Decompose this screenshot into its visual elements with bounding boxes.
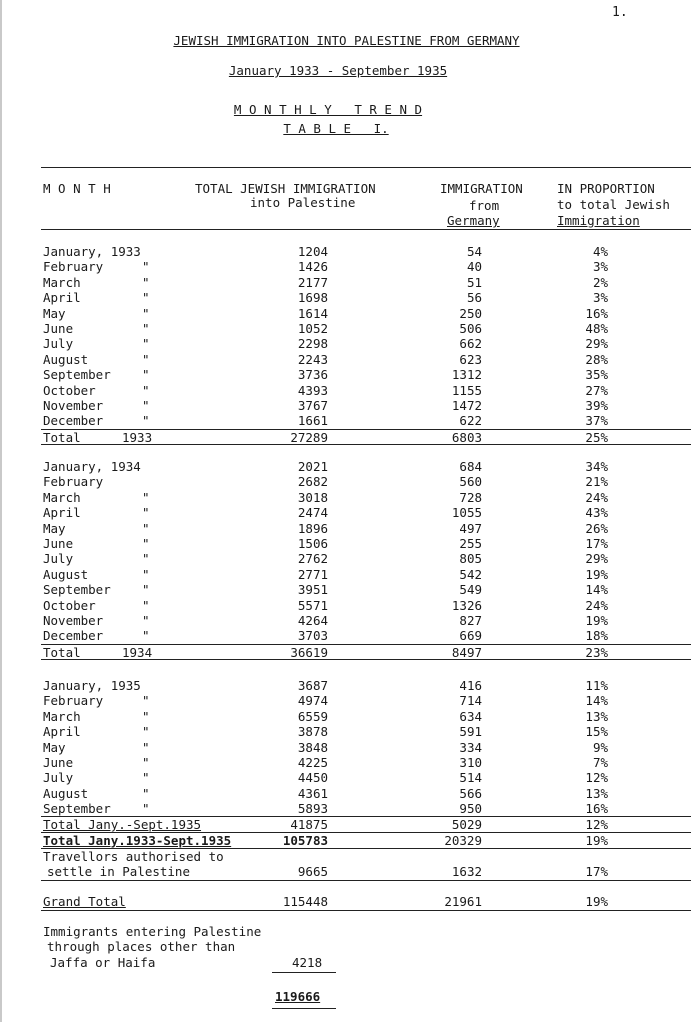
table-row: February " 4974 714 14%	[43, 693, 608, 709]
table-row: January, 1933 1204 54 4%	[43, 244, 608, 259]
travellers-rule	[41, 880, 691, 881]
table-row: June " 1506 255 17%	[43, 536, 608, 551]
table-row: March " 6559 634 13%	[43, 708, 608, 724]
column-header-germany-line1: IMMIGRATION	[440, 181, 523, 196]
footnote-rule	[272, 972, 336, 973]
heading-monthly-trend: M O N T H L Y T R E N D	[233, 102, 423, 117]
column-header-total-line2: into Palestine	[250, 195, 356, 210]
table-row: October " 4393 1155 27%	[43, 382, 608, 398]
section-end-rule	[41, 659, 691, 660]
travellers-row: settle in Palestine 9665 1632 17%	[47, 864, 608, 879]
table-row: January, 1934 2021 684 34%	[43, 459, 608, 474]
heading-table: T A B L E I.	[283, 121, 389, 136]
table-row: September " 5893 950 16%	[43, 801, 608, 817]
column-header-total-line1: TOTAL JEWISH IMMIGRATION	[195, 181, 376, 196]
table-row: May " 3848 334 9%	[43, 739, 608, 755]
table-row: January, 1935 3687 416 11%	[43, 678, 608, 693]
table-row: August " 4361 566 13%	[43, 785, 608, 801]
header-bottom-rule	[41, 229, 691, 230]
column-header-germany-line2: from	[469, 198, 500, 213]
table-row: July " 2762 805 29%	[43, 551, 608, 567]
table-row: February " 1426 40 3%	[43, 259, 608, 275]
footnote-line1: Immigrants entering Palestine	[43, 924, 262, 939]
table-row: December " 3703 669 18%	[43, 628, 608, 644]
table-row: May " 1614 250 16%	[43, 305, 608, 321]
table-row: August " 2243 623 28%	[43, 351, 608, 367]
table-row: December " 1661 622 37%	[43, 413, 608, 429]
grand-total-rule	[41, 910, 691, 911]
final-total-rule	[272, 1008, 336, 1009]
table-top-rule	[41, 167, 691, 168]
table-row: February 2682 560 21%	[43, 474, 608, 490]
table-row: July " 4450 514 12%	[43, 770, 608, 786]
table-row: April " 2474 1055 43%	[43, 505, 608, 521]
footnote-value: 4218	[292, 955, 323, 970]
document-title: JEWISH IMMIGRATION INTO PALESTINE FROM GERMANY	[173, 33, 520, 48]
grand-total-row: Grand Total 115448 21961 19%	[43, 894, 608, 909]
footnote-line2: through places other than	[47, 939, 236, 954]
section-end-rule	[41, 444, 691, 445]
table-row: March " 2177 51 2%	[43, 274, 608, 290]
total-row-1933-1935: Total Jany.1933-Sept.1935 105783 20329 19%	[43, 833, 608, 848]
travellers-label-line1: Travellors authorised to	[43, 849, 224, 864]
footnote-line3: Jaffa or Haifa	[50, 955, 156, 970]
table-row: October " 5571 1326 24%	[43, 597, 608, 613]
final-total: 119666	[275, 989, 321, 1004]
total-row-1934: Total 1934 36619 8497 23%	[43, 645, 608, 660]
column-header-germany-line3: Germany	[447, 213, 500, 228]
page-number: 1.	[612, 5, 628, 20]
total-row-1933: Total 1933 27289 6803 25%	[43, 430, 608, 445]
document-subtitle: January 1933 - September 1935	[228, 63, 448, 78]
table-row: May " 1896 497 26%	[43, 520, 608, 536]
table-row: November " 4264 827 19%	[43, 613, 608, 628]
column-header-proportion-line3: Immigration	[557, 213, 640, 228]
total-row-jan-sept-1935: Total Jany.-Sept.1935 41875 5029 12%	[43, 817, 608, 832]
table-row: July " 2298 662 29%	[43, 336, 608, 352]
table-row: June " 4225 310 7%	[43, 755, 608, 770]
table-row: November " 3767 1472 39%	[43, 398, 608, 413]
table-row: September " 3736 1312 35%	[43, 367, 608, 383]
table-row: April " 3878 591 15%	[43, 724, 608, 740]
table-row: June " 1052 506 48%	[43, 321, 608, 336]
column-header-proportion-line2: to total Jewish	[557, 197, 670, 212]
table-row: March " 3018 728 24%	[43, 489, 608, 505]
column-header-proportion-line1: IN PROPORTION	[557, 181, 655, 196]
table-row: August " 2771 542 19%	[43, 566, 608, 582]
table-row: September " 3951 549 14%	[43, 582, 608, 598]
column-header-month: M O N T H	[43, 181, 111, 196]
table-row: April " 1698 56 3%	[43, 290, 608, 306]
